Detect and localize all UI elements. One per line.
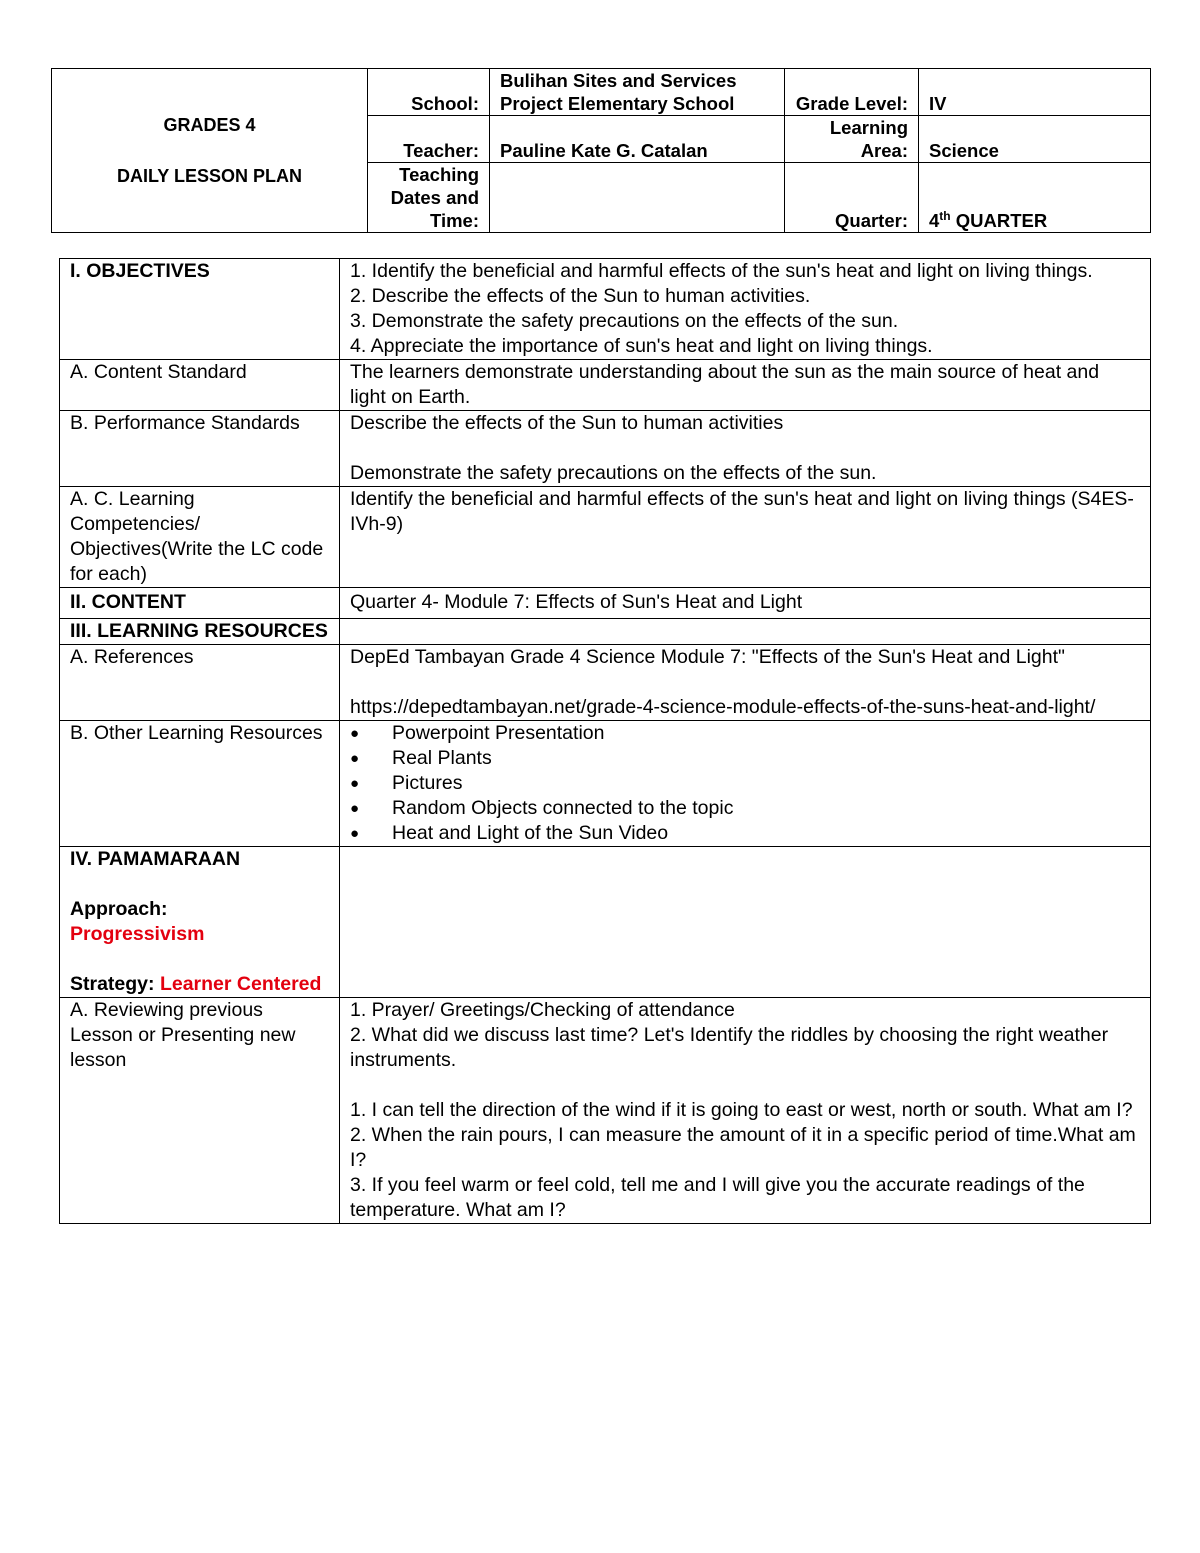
title-dlp: DAILY LESSON PLAN [116,165,303,186]
objective-item: 1. Identify the beneficial and harmful effects of the sun's heat and light on living things. [350,260,1093,282]
strategy-value: Learner Centered [159,973,322,995]
teacher-label: Teacher: [368,116,490,163]
reference-title: DepEd Tambayan Grade 4 Science Module 7: "Effects of the Sun's Heat and Light" [350,646,1065,668]
quarter-label: Quarter: [785,163,919,233]
reference-url: https://depedtambayan.net/grade-4-science-module-effects-of-the-suns-heat-and-light/ [350,696,1096,718]
grade-level-label: Grade Level: [785,69,919,116]
performance-line: Demonstrate the safety precautions on the effects of the sun. [350,462,877,484]
performance-line: Describe the effects of the Sun to human activities [350,412,784,434]
strategy-label: Strategy: [70,973,155,995]
riddle-item: 1. I can tell the direction of the wind if it is going to east or west, north or south. What am I? [350,1099,1133,1121]
row-learning-resources [60,619,1151,645]
objective-item: 2. Describe the effects of the Sun to human activities. [350,285,811,307]
content-standard-text: The learners demonstrate understanding about the sun as the main source of heat and light on Earth. [340,360,1151,411]
teaching-dates-value [490,163,785,233]
quarter-text: QUARTER [950,210,1048,231]
performance-standards-text [340,411,1151,487]
pamamaraan-cell [60,847,340,998]
learning-resources-value [340,619,1151,645]
learning-resources-label: III. LEARNING RESOURCES [60,619,340,645]
content-text: Quarter 4- Module 7: Effects of Sun's Heat and Light [340,588,1151,619]
references-text [340,645,1151,721]
reviewing-line: 2. What did we discuss last time? Let's Identify the riddles by choosing the right weather instruments. [350,1024,1109,1071]
approach-value: Progressivism [70,923,205,945]
objectives-label: I. OBJECTIVES [60,259,340,360]
teaching-dates-label: Teaching Dates and Time: [368,163,490,233]
lesson-plan-title [52,69,368,233]
resource-item: ● Real Plants [350,746,1140,771]
other-resources-label: B. Other Learning Resources [60,721,340,847]
objectives-list [340,259,1151,360]
resource-item: ● Powerpoint Presentation [350,721,1140,746]
teacher-value: Pauline Kate G. Catalan [490,116,785,163]
approach-label: Approach: [70,898,168,920]
riddle-item: 3. If you feel warm or feel cold, tell me and I will give you the accurate readings of the temperature. What am I? [350,1174,1085,1221]
header-table [51,68,1151,233]
reviewing-label: A. Reviewing previous Lesson or Presenting new lesson [60,998,340,1224]
riddle-item: 2. When the rain pours, I can measure the amount of it in a specific period of time.What am I? [350,1124,1136,1171]
competencies-label: A. C. Learning Competencies/ Objectives(Write the LC code for each) [60,487,340,588]
pamamaraan-value [340,847,1151,998]
pamamaraan-label: IV. PAMAMARAAN [70,848,241,870]
strategy-line [70,972,329,997]
lesson-plan-table [59,258,1151,1224]
quarter-number: 4 [929,210,940,231]
row-references [60,645,1151,721]
resource-item: ● Heat and Light of the Sun Video [350,821,1140,846]
quarter-value [919,163,1151,233]
reviewing-line: 1. Prayer/ Greetings/Checking of attendance [350,999,735,1021]
school-label: School: [368,69,490,116]
references-label: A. References [60,645,340,721]
learning-area-label: Learning Area: [785,116,919,163]
content-label: II. CONTENT [60,588,340,619]
resource-item: ● Random Objects connected to the topic [350,796,1140,821]
title-grade: GRADES 4 [163,114,256,135]
row-content [60,588,1151,619]
resource-item: ● Pictures [350,771,1140,796]
row-content-standard [60,360,1151,411]
content-standard-label: A. Content Standard [60,360,340,411]
other-resources-list [340,721,1151,847]
row-objectives [60,259,1151,360]
row-performance-standards [60,411,1151,487]
row-competencies [60,487,1151,588]
objective-item: 3. Demonstrate the safety precautions on the effects of the sun. [350,310,899,332]
performance-standards-label: B. Performance Standards [60,411,340,487]
row-other-resources [60,721,1151,847]
school-value: Bulihan Sites and Services Project Elementary School [490,69,785,116]
learning-area-value: Science [919,116,1151,163]
competencies-text: Identify the beneficial and harmful effects of the sun's heat and light on living things (S4ES-IVh-9) [340,487,1151,588]
reviewing-text [340,998,1151,1224]
quarter-suffix: th [939,208,951,223]
objective-item: 4. Appreciate the importance of sun's heat and light on living things. [350,335,933,357]
row-reviewing [60,998,1151,1224]
grade-level-value: IV [919,69,1151,116]
row-pamamaraan [60,847,1151,998]
